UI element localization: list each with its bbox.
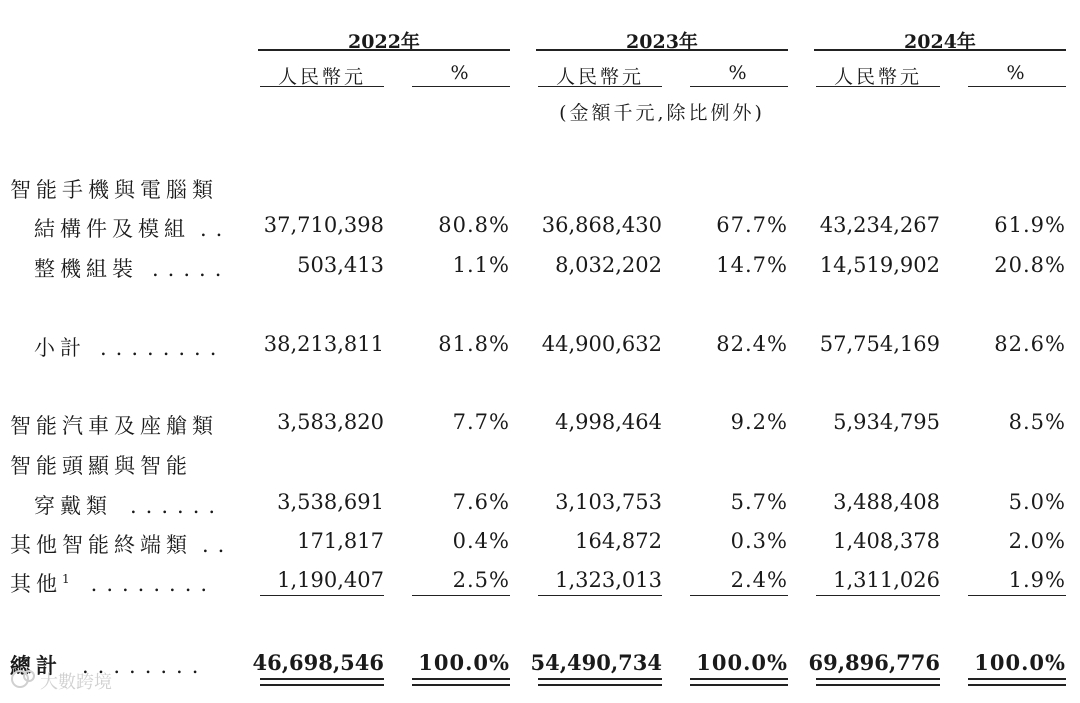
double-rule-2024 — [816, 678, 940, 686]
value-2024: 1,311,026 — [833, 568, 940, 592]
pct-2024: 2.0% — [1008, 529, 1066, 553]
total-pct-2024: 100.0% — [974, 650, 1066, 675]
row-label: 小計 ........ — [34, 336, 226, 360]
sum-rule-2023 — [538, 595, 662, 596]
value-2024: 43,234,267 — [819, 213, 940, 237]
value-2024: 5,934,795 — [833, 410, 940, 434]
total-2022: 46,698,546 — [252, 650, 384, 675]
total-pct-2022: 100.0% — [418, 650, 510, 675]
pct-header-2023: % — [728, 62, 750, 84]
pct-2024: 5.0% — [1008, 490, 1066, 514]
row-label: 穿戴類 ...... — [34, 494, 225, 518]
year-2023-rule — [536, 49, 788, 51]
value-2023: 3,103,753 — [555, 490, 662, 514]
value-2023: 4,998,464 — [555, 410, 662, 434]
watermark-text: 大數跨境 — [40, 672, 112, 693]
value-2024: 3,488,408 — [833, 490, 940, 514]
pct-2023: 14.7% — [716, 253, 788, 277]
pct-2024: 20.8% — [994, 253, 1066, 277]
value-2023: 1,323,013 — [555, 568, 662, 592]
pct-2024: 82.6% — [994, 332, 1066, 356]
double-rule-2022 — [260, 678, 384, 686]
row-label: 其他智能終端類 .. — [10, 533, 234, 557]
year-2022-rule — [258, 49, 510, 51]
pct-2022: 80.8% — [438, 213, 510, 237]
total-label: 總計 ........ — [10, 653, 208, 678]
pct-2022: 7.6% — [452, 490, 510, 514]
value-2022: 3,538,691 — [277, 490, 384, 514]
pct-rule-2024 — [968, 86, 1066, 87]
sum-rule-2022 — [260, 595, 384, 596]
pct-2022: 7.7% — [452, 410, 510, 434]
pct-2023: 2.4% — [730, 568, 788, 592]
value-2022: 37,710,398 — [263, 213, 384, 237]
pct-2022: 1.1% — [452, 253, 510, 277]
unit-note: (金額千元,除比例外) — [559, 102, 765, 124]
currency-header-2022: 人民幣元 — [277, 66, 366, 88]
pct-rule-2023 — [690, 86, 788, 87]
value-2022: 503,413 — [297, 253, 384, 277]
pct-2023: 82.4% — [716, 332, 788, 356]
pct-2022: 0.4% — [452, 529, 510, 553]
row-label: 結構件及模組 .. — [34, 217, 232, 241]
sum-rule-pct-2022 — [412, 595, 510, 596]
year-2023-header: 2023年 — [626, 31, 698, 53]
currency-header-2024: 人民幣元 — [833, 66, 922, 88]
double-rule-pct-2022 — [412, 678, 510, 686]
row-label: 其他$^1$ ........ — [10, 572, 217, 596]
year-2024-header: 2024年 — [904, 31, 976, 53]
pct-2024: 8.5% — [1008, 410, 1066, 434]
sum-rule-pct-2024 — [968, 595, 1066, 596]
value-2024: 1,408,378 — [833, 529, 940, 553]
value-2023: 44,900,632 — [541, 332, 662, 356]
value-2024: 14,519,902 — [819, 253, 940, 277]
double-rule-pct-2024 — [968, 678, 1066, 686]
value-2024: 57,754,169 — [819, 332, 940, 356]
footnote-marker: 1 — [62, 572, 75, 586]
value-2022: 3,583,820 — [277, 410, 384, 434]
value-2022: 38,213,811 — [263, 332, 384, 356]
pct-2023: 0.3% — [730, 529, 788, 553]
currency-rule-2023 — [538, 86, 662, 87]
total-2024: 69,896,776 — [808, 650, 940, 675]
total-2023: 54,490,734 — [530, 650, 662, 675]
pct-2024: 1.9% — [1008, 568, 1066, 592]
currency-rule-2022 — [260, 86, 384, 87]
year-2024-rule — [814, 49, 1066, 51]
pct-2023: 67.7% — [716, 213, 788, 237]
value-2022: 171,817 — [297, 529, 384, 553]
value-2023: 164,872 — [575, 529, 662, 553]
pct-2022: 2.5% — [452, 568, 510, 592]
pct-2023: 9.2% — [730, 410, 788, 434]
section-smartphone-pc: 智能手機與電腦類 — [10, 178, 218, 202]
sum-rule-pct-2023 — [690, 595, 788, 596]
sum-rule-2024 — [816, 595, 940, 596]
pct-header-2022: % — [450, 62, 472, 84]
watermark-logo-icon — [10, 668, 36, 690]
pct-rule-2022 — [412, 86, 510, 87]
pct-2024: 61.9% — [994, 213, 1066, 237]
currency-rule-2024 — [816, 86, 940, 87]
double-rule-pct-2023 — [690, 678, 788, 686]
value-2023: 36,868,430 — [541, 213, 662, 237]
currency-header-2023: 人民幣元 — [555, 66, 644, 88]
pct-2022: 81.8% — [438, 332, 510, 356]
pct-header-2024: % — [1006, 62, 1028, 84]
row-label: 智能汽車及座艙類 — [10, 414, 218, 438]
year-2022-header: 2022年 — [348, 31, 420, 53]
section-headset-wearable: 智能頭顯與智能 — [10, 454, 192, 478]
row-label: 整機組裝 ..... — [34, 257, 231, 281]
value-2023: 8,032,202 — [555, 253, 662, 277]
pct-2023: 5.7% — [730, 490, 788, 514]
double-rule-2023 — [538, 678, 662, 686]
total-pct-2023: 100.0% — [696, 650, 788, 675]
value-2022: 1,190,407 — [277, 568, 384, 592]
